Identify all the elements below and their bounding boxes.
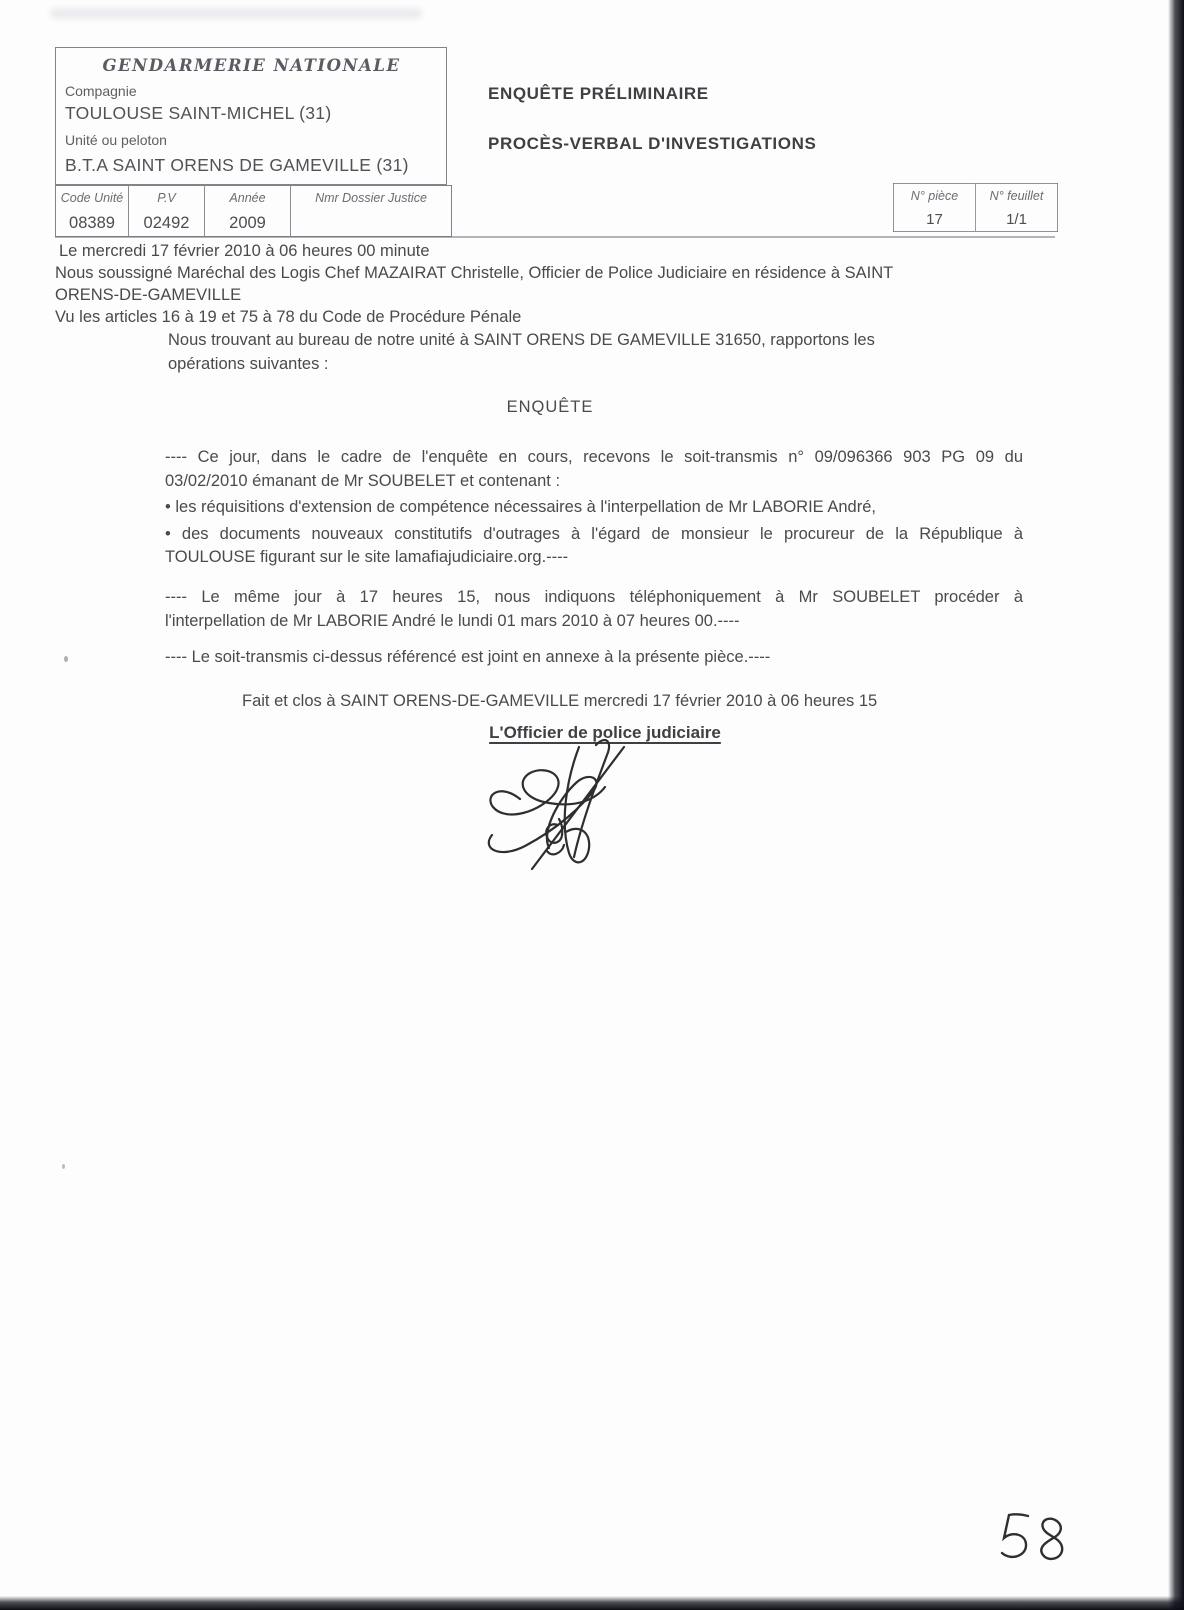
col-code-unite: Code Unité bbox=[56, 186, 129, 211]
header-divider-line bbox=[55, 236, 1055, 238]
feuillet-value: 1/1 bbox=[976, 207, 1058, 232]
scan-speck bbox=[64, 656, 68, 662]
reference-table-value-row bbox=[56, 210, 452, 237]
code-unite-value: 08389 bbox=[56, 210, 129, 237]
intro-line: Vu les articles 16 à 19 et 75 à 78 du Code de Procédure Pénale bbox=[55, 308, 522, 326]
piece-label: N° pièce bbox=[910, 188, 959, 203]
reference-table-header-row bbox=[56, 186, 452, 211]
intro-line: ORENS-DE-GAMEVILLE bbox=[55, 286, 242, 304]
intro-line: Nous trouvant au bureau de notre unité à SAINT ORENS DE GAMEVILLE 31650, rapportons les bbox=[168, 331, 875, 349]
scan-edge-bottom bbox=[0, 1596, 1184, 1610]
col-pv: P.V bbox=[129, 186, 205, 211]
intro-block bbox=[55, 240, 1055, 376]
paragraph-line: ---- Le même jour à 17 heures 15, nous indiquons téléphoniquement à Mr SOUBELET procéder à bbox=[165, 588, 1023, 606]
unit-value: B.T.A SAINT ORENS DE GAMEVILLE (31) bbox=[65, 155, 409, 175]
document-titles bbox=[488, 84, 816, 154]
paragraph-line: l'interpellation de Mr LABORIE André le lundi 01 mars 2010 à 07 heures 00.---- bbox=[165, 611, 740, 630]
paragraph-2 bbox=[165, 586, 1023, 633]
dossier-justice-value bbox=[291, 210, 452, 237]
paragraph-line: 03/02/2010 émanant de Mr SOUBELET et contenant : bbox=[165, 471, 561, 490]
bullet-line: • des documents nouveaux constitutifs d'outrages à l'égard de monsieur le procureur de la République à bbox=[165, 524, 1023, 543]
intro-line: Le mercredi 17 février 2010 à 06 heures 00 minute bbox=[59, 242, 430, 260]
scan-edge-right bbox=[1168, 0, 1184, 1610]
annee-value: 2009 bbox=[205, 210, 291, 237]
paragraph-3: ---- Le soit-transmis ci-dessus référencé est joint en annexe à la présente pièce.---- bbox=[165, 648, 771, 666]
paragraph-1 bbox=[165, 446, 1023, 570]
paragraph-line: ---- Ce jour, dans le cadre de l'enquête en cours, recevons le soit-transmis n° 09/096366 903 PG 09 du bbox=[165, 448, 1023, 466]
piece-feuillet-box bbox=[893, 183, 1058, 232]
handwritten-page-number bbox=[998, 1506, 1082, 1572]
bullet-line: TOULOUSE figurant sur le site lamafiajudiciaire.org.---- bbox=[165, 548, 569, 566]
signature-title: L'Officier de police judiciaire bbox=[489, 723, 721, 742]
signature-scribble bbox=[478, 733, 653, 881]
col-annee: Année bbox=[205, 186, 291, 211]
pv-value: 02492 bbox=[129, 210, 205, 237]
section-title: ENQUÊTE bbox=[506, 398, 594, 416]
doc-title-primary: ENQUÊTE PRÉLIMINAIRE bbox=[488, 84, 709, 103]
intro-line: opérations suivantes : bbox=[168, 355, 329, 373]
piece-feuillet-header-row bbox=[894, 184, 1058, 208]
piece-value: 17 bbox=[926, 210, 943, 228]
doc-title-secondary: PROCÈS-VERBAL D'INVESTIGATIONS bbox=[488, 134, 817, 153]
company-label: Compagnie bbox=[65, 83, 137, 99]
closing-statement: Fait et clos à SAINT ORENS-DE-GAMEVILLE mercredi 17 février 2010 à 06 heures 15 bbox=[242, 692, 878, 710]
intro-line: Nous soussigné Maréchal des Logis Chef MAZAIRAT Christelle, Officier de Police Judiciaire en résidence à SAINT bbox=[55, 264, 894, 282]
col-dossier-justice: Nmr Dossier Justice bbox=[291, 186, 452, 211]
unit-label: Unité ou peloton bbox=[65, 132, 167, 148]
scan-smudge bbox=[50, 8, 422, 19]
unit-header-box bbox=[55, 47, 447, 185]
company-value: TOULOUSE SAINT-MICHEL (31) bbox=[65, 103, 332, 123]
org-title: GENDARMERIE NATIONALE bbox=[102, 56, 401, 75]
bullet-line: • les réquisitions d'extension de compétence nécessaires à l'interpellation de Mr LABORIE André, bbox=[165, 498, 876, 516]
scan-speck bbox=[62, 1164, 65, 1169]
reference-table bbox=[55, 185, 452, 237]
feuillet-label: N° feuillet bbox=[976, 184, 1058, 208]
piece-feuillet-value-row bbox=[894, 207, 1058, 232]
